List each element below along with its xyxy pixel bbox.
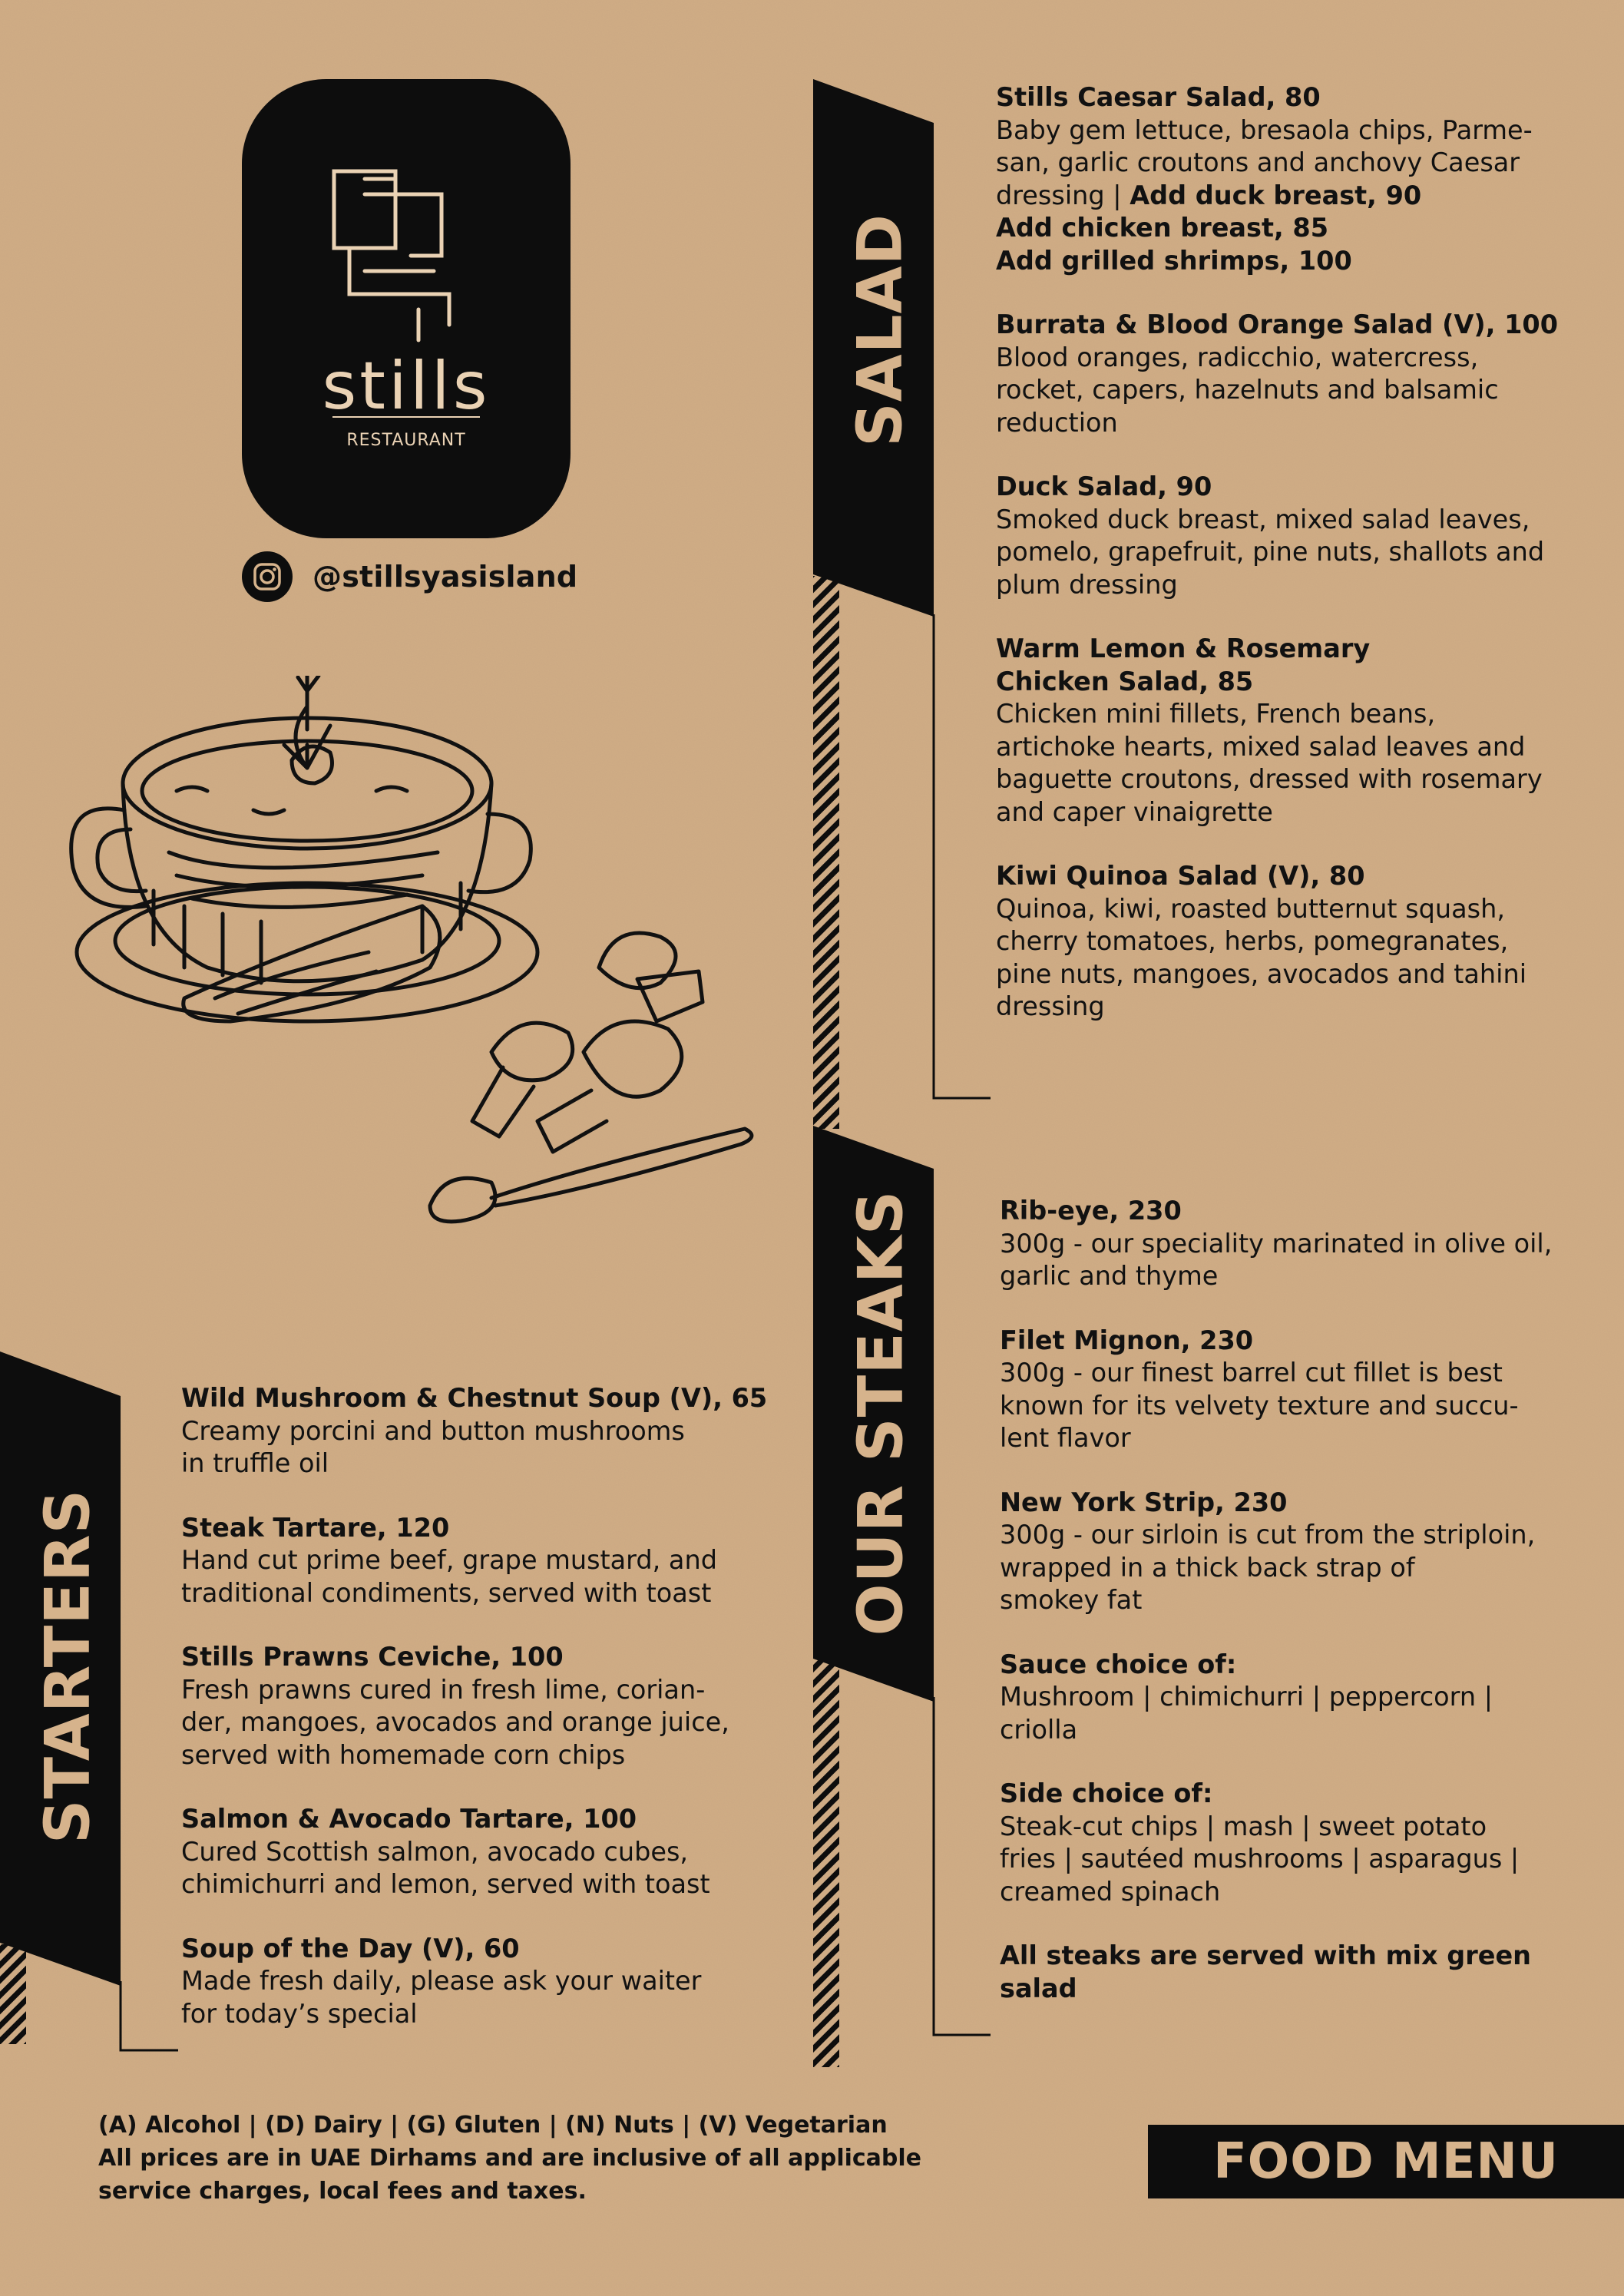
menu-item-description: 300g - our finest barrel cut fillet is best known for its velvety texture and succu- lent flavor <box>1000 1358 1519 1453</box>
menu-item-title: Stills Prawns Ceviche, 100 <box>181 1642 564 1672</box>
menu-item <box>996 471 1603 601</box>
menu-item-title: Soup of the Day (V), 60 <box>181 1933 520 1964</box>
menu-item-description: Quinoa, kiwi, roasted butternut squash, cherry tomatoes, herbs, pomegranates, pine nuts, mangoes, avocados and tahini dressing <box>996 893 1527 1021</box>
food-menu-badge: FOOD MENU <box>1148 2125 1624 2198</box>
menu-item-description: Smoked duck breast, mixed salad leaves, pomelo, grapefruit, pine nuts, shallots and plum dressing <box>996 504 1545 600</box>
menu-item-title: Warm Lemon & Rosemary Chicken Salad, 85 <box>996 634 1371 696</box>
menu-item-addon: Add duck breast, 90 <box>1130 180 1422 210</box>
menu-item-title: Rib-eye, 230 <box>1000 1196 1182 1226</box>
menu-item-addon: Add chicken breast, 85 <box>996 213 1328 243</box>
menu-item <box>1000 1195 1606 1293</box>
menu-item-title: Kiwi Quinoa Salad (V), 80 <box>996 861 1365 891</box>
starters-section-label: STARTERS <box>31 1488 104 1844</box>
menu-item <box>181 1512 795 1610</box>
menu-item-title: Duck Salad, 90 <box>996 471 1212 501</box>
instagram-handle[interactable]: @stillsyasisland <box>313 560 578 594</box>
steaks-section-label: OUR STEAKS <box>845 1189 917 1636</box>
menu-item-title: New York Strip, 230 <box>1000 1487 1288 1517</box>
menu-item-title: Wild Mushroom & Chestnut Soup (V), 65 <box>181 1383 768 1413</box>
menu-item-description: Steak-cut chips | mash | sweet potato fries | sautéed mushrooms | asparagus | creamed spinach <box>1000 1811 1520 1907</box>
menu-item <box>1000 1778 1606 1908</box>
menu-item <box>1000 1649 1606 1747</box>
menu-item-description: Cured Scottish salmon, avocado cubes, chimichurri and lemon, served with toast <box>181 1836 710 1899</box>
menu-item <box>996 309 1603 439</box>
menu-item-description: 300g - our speciality marinated in olive oil, garlic and thyme <box>1000 1228 1553 1291</box>
brand-name: stills <box>322 348 491 425</box>
menu-item-description: Baby gem lettuce, bresaola chips, Parme- san, garlic croutons and anchovy Caesar dressing | Add duck breast, 90 <box>996 114 1533 210</box>
menu-item <box>1000 1325 1606 1455</box>
menu-item <box>181 1641 795 1772</box>
menu-item-description: Fresh prawns cured in fresh lime, corian- der, mangoes, avocados and orange juice, served with homemade corn chips <box>181 1674 729 1770</box>
menu-item-description: 300g - our sirloin is cut from the striploin, wrapped in a thick back strap of smokey fat <box>1000 1520 1536 1615</box>
menu-item-description: Mushroom | chimichurri | peppercorn | criolla <box>1000 1682 1493 1745</box>
starters-menu-list <box>181 1382 795 2030</box>
menu-item-description: Blood oranges, radicchio, watercress, rocket, capers, hazelnuts and balsamic reduction <box>996 342 1499 438</box>
menu-item <box>181 1933 795 2031</box>
menu-item <box>996 633 1603 829</box>
menu-item-title: Side choice of: <box>1000 1778 1213 1808</box>
menu-item-description: Chicken mini fillets, French beans, artichoke hearts, mixed salad leaves and baguette croutons, dressed with rosemary and caper vinaigrette <box>996 699 1543 827</box>
salad-section-label: SALAD <box>844 213 916 447</box>
menu-item-title: Sauce choice of: <box>1000 1649 1237 1679</box>
menu-item <box>996 860 1603 1024</box>
menu-item-title: Steak Tartare, 120 <box>181 1512 450 1543</box>
menu-item <box>1000 1940 1606 2005</box>
menu-item <box>181 1803 795 1901</box>
brand-subtitle: RESTAURANT <box>346 431 466 450</box>
menu-item-title: Salmon & Avocado Tartare, 100 <box>181 1804 637 1834</box>
menu-item-description: Hand cut prime beef, grape mustard, and traditional condiments, served with toast <box>181 1545 717 1608</box>
menu-item-title: Stills Caesar Salad, 80 <box>996 82 1321 112</box>
menu-item-addon: Add grilled shrimps, 100 <box>996 245 1352 276</box>
steaks-menu-list <box>1000 1195 1606 2005</box>
salad-menu-list <box>996 81 1603 1024</box>
dietary-legend: (A) Alcohol | (D) Dairy | (G) Gluten | (N) Nuts | (V) Vegetarian All prices are in UAE Dirhams and are inclusive of all applicable service charges, local fees and taxes. <box>98 2112 922 2205</box>
menu-item <box>181 1382 795 1480</box>
menu-item-title: Filet Mignon, 230 <box>1000 1325 1254 1355</box>
menu-item <box>996 81 1603 277</box>
menu-item-title: Burrata & Blood Orange Salad (V), 100 <box>996 309 1559 339</box>
menu-item-description: Creamy porcini and button mushrooms in truffle oil <box>181 1415 685 1478</box>
menu-item-description: Made fresh daily, please ask your waiter for today’s special <box>181 1966 702 2029</box>
menu-item-title: All steaks are served with mix green salad <box>1000 1940 1532 2003</box>
menu-item <box>1000 1487 1606 1617</box>
